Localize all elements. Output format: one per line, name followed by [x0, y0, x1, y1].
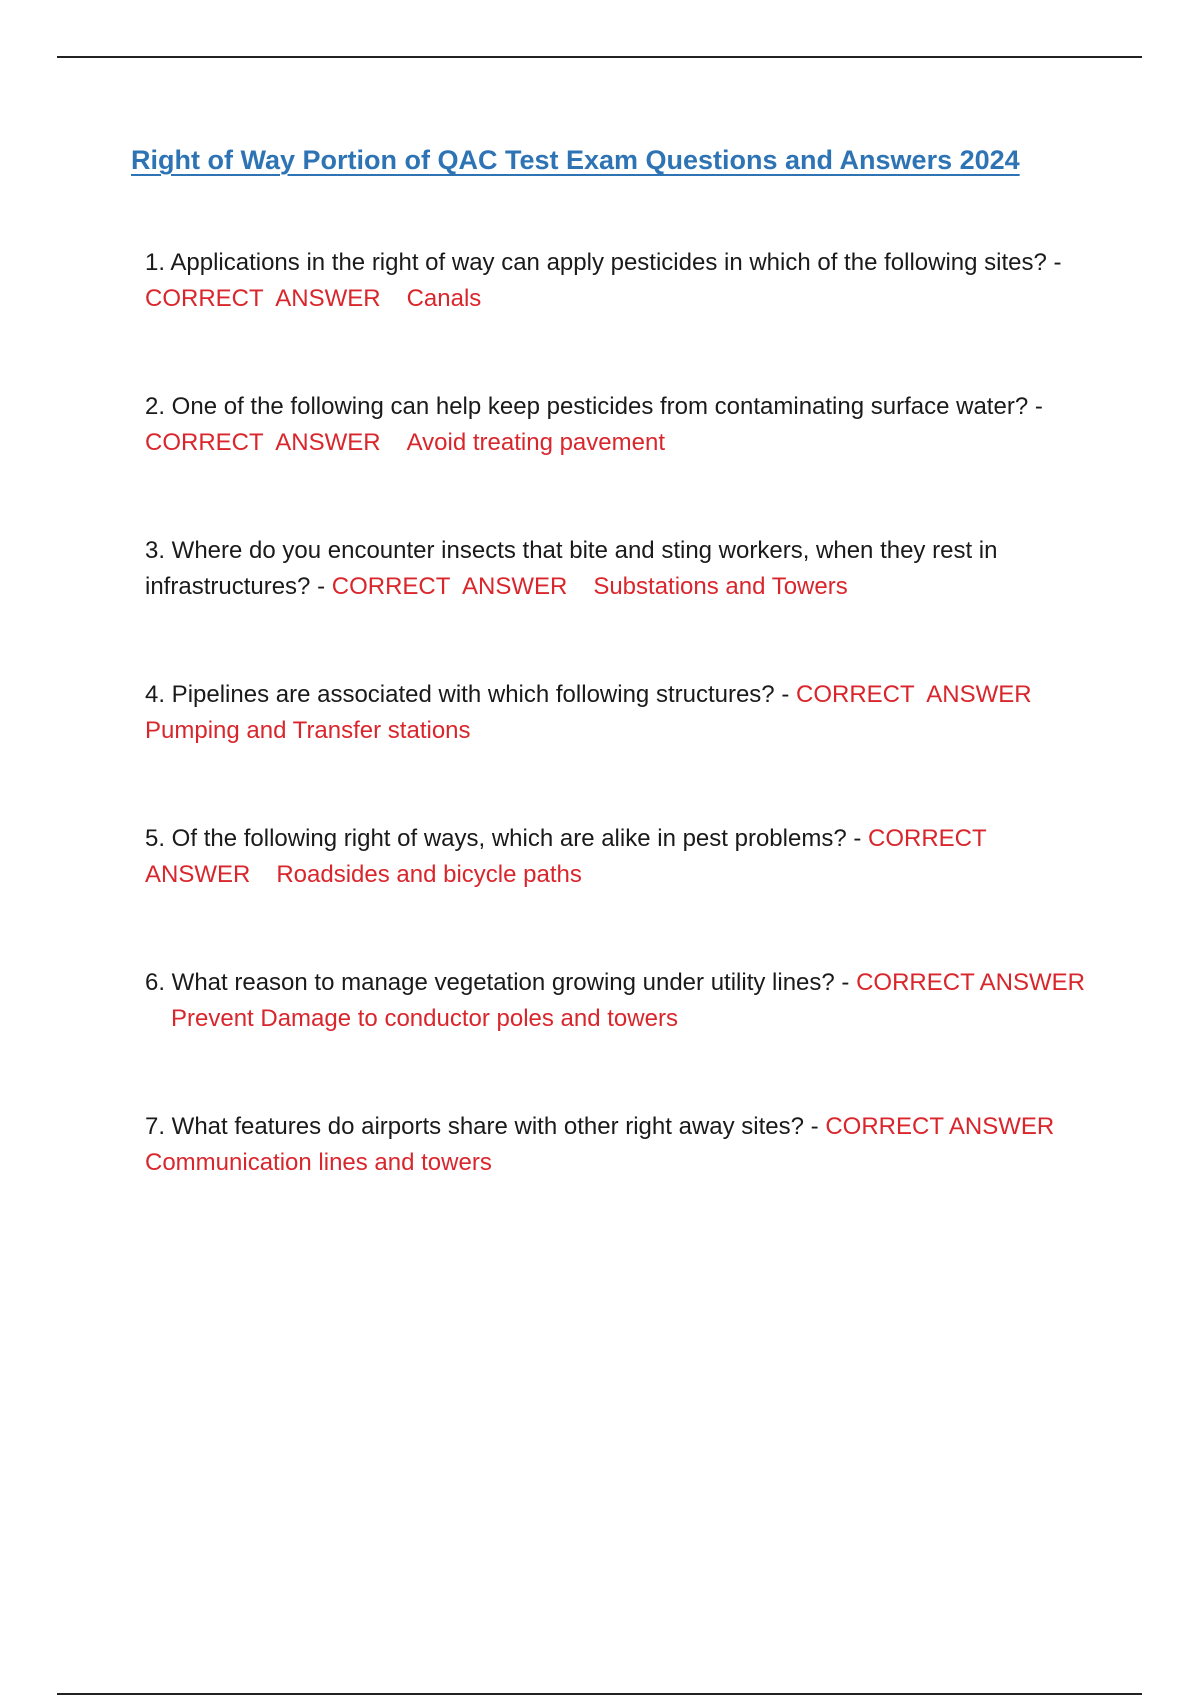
question-item: [145, 533, 1085, 605]
question-text: 1. Applications in the right of way can apply pesticides in which of the following sites? -: [145, 249, 1062, 276]
question-text: 3. Where do you encounter insects that bite and sting workers, when they rest in infrastructures? -: [145, 537, 998, 600]
question-item: [145, 677, 1085, 749]
answer-text: Roadsides and bicycle paths: [276, 861, 582, 888]
question-item: [145, 1109, 1085, 1181]
answer-text: Avoid treating pavement: [406, 429, 665, 456]
answer-text: Substations and Towers: [593, 573, 848, 600]
answer-text: Prevent Damage to conductor poles and towers: [171, 1005, 678, 1032]
correct-answer-marker: CORRECT ANSWER: [145, 429, 381, 456]
question-text: 6. What reason to manage vegetation growing under utility lines? -: [145, 969, 857, 996]
question-text: 2. One of the following can help keep pesticides from contaminating surface water? -: [145, 393, 1043, 420]
question-text: 4. Pipelines are associated with which following structures? -: [145, 681, 796, 708]
answer-text: Communication lines and towers: [145, 1149, 492, 1176]
document-title: Right of Way Portion of QAC Test Exam Questions and Answers 2024: [131, 145, 1020, 175]
question-text: 5. Of the following right of ways, which are alike in pest problems? -: [145, 825, 868, 852]
correct-answer-marker: CORRECT ANSWER: [145, 825, 987, 888]
answer-text: Pumping and Transfer stations: [145, 717, 471, 744]
top-rule: [57, 56, 1142, 58]
correct-answer-marker: CORRECT ANSWER: [145, 285, 381, 312]
question-item: [145, 389, 1085, 461]
correct-answer-marker: CORRECT ANSWER: [825, 1113, 1055, 1140]
question-text: 7. What features do airports share with other right away sites? -: [145, 1113, 826, 1140]
question-list: [145, 245, 1085, 1253]
correct-answer-marker: CORRECT ANSWER: [856, 969, 1085, 996]
question-item: [145, 821, 1085, 893]
question-item: [145, 245, 1085, 317]
correct-answer-marker: CORRECT ANSWER: [795, 681, 1032, 708]
bottom-rule: [57, 1693, 1142, 1695]
answer-text: Canals: [406, 285, 482, 312]
correct-answer-marker: CORRECT ANSWER: [331, 573, 568, 600]
question-item: [145, 965, 1085, 1037]
